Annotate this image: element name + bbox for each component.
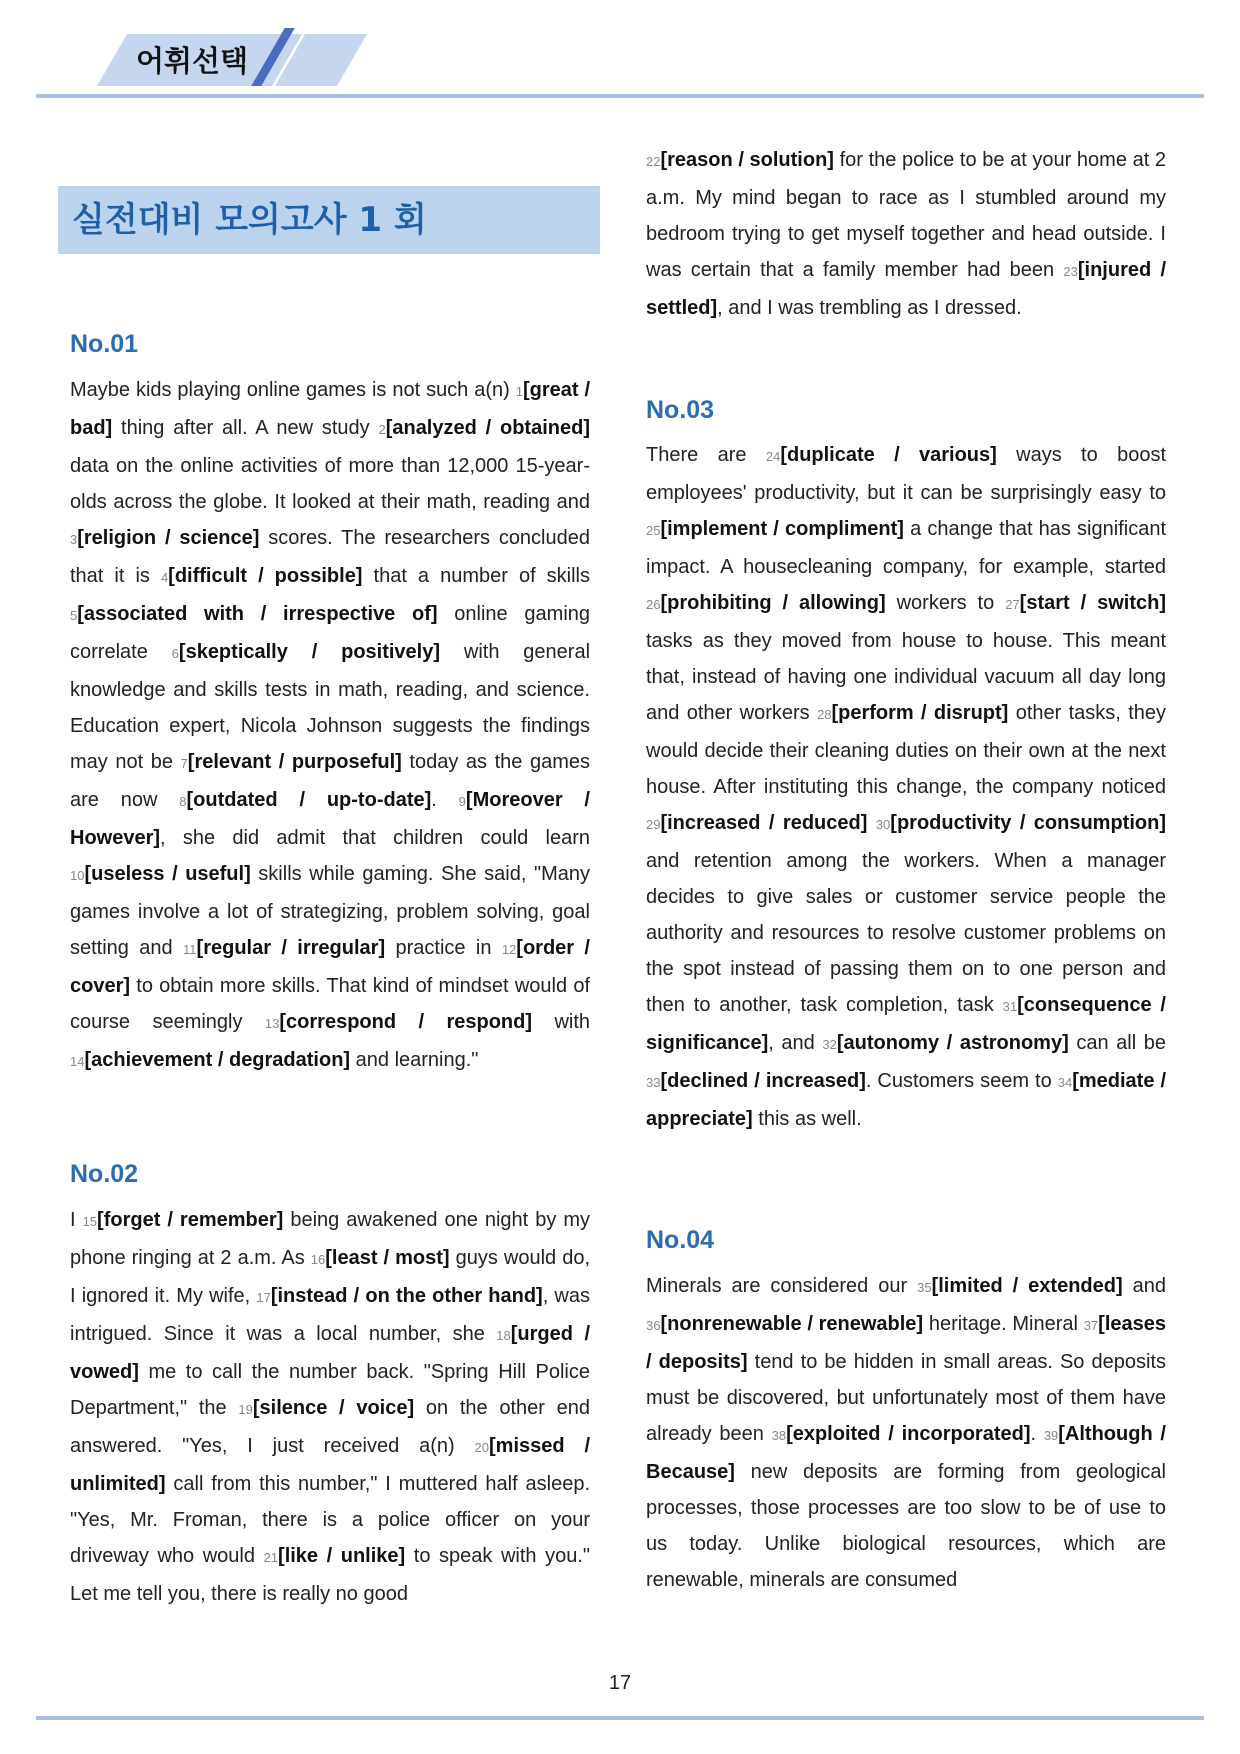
text-run: , and I was trembling as I dressed. <box>717 297 1022 319</box>
blank-number: 24 <box>765 449 781 464</box>
text-run: . Customers seem to <box>865 1070 1058 1092</box>
choice-options: [least / most] <box>325 1247 450 1269</box>
section-paragraph-04 <box>646 1268 1166 1598</box>
section-paragraph-01 <box>70 372 590 1080</box>
text-run: and <box>1122 1275 1166 1297</box>
header-rule <box>36 94 1204 98</box>
choice-options: [correspond / respond] <box>279 1011 533 1033</box>
blank-number: 32 <box>822 1037 837 1052</box>
text-run: me to call the number back. "Spring Hill Police Department," the <box>70 1361 590 1419</box>
text-run: to speak with you." Let me tell you, there is really no good <box>70 1545 590 1605</box>
choice-options: [useless / useful] <box>84 863 251 885</box>
text-run: today as the games are now <box>70 751 590 811</box>
blank-number: 26 <box>646 597 661 612</box>
text-run: online gaming correlate <box>70 603 591 663</box>
choice-options: [nonrenewable / renewable] <box>660 1313 924 1335</box>
choice-options: [outdated / up-to-date] <box>186 789 432 811</box>
text-run: that a number of skills <box>362 565 590 587</box>
blank-number: 1 <box>515 384 523 399</box>
text-run: and retention among the workers. When a manager decides to give sales or customer service people the authority and resources to resolve customer problems on the spot instead of passing them on to one person and then to another, task completion, task <box>646 850 1166 1016</box>
text-run: There are <box>646 444 766 466</box>
text-run: can all be <box>1068 1032 1167 1054</box>
choice-options: [limited / extended] <box>931 1275 1123 1297</box>
blank-number: 21 <box>263 1550 279 1565</box>
choice-options: [relevant / purposeful] <box>187 751 402 773</box>
choice-options: [great / bad] <box>70 379 590 439</box>
section-paragraph-02 <box>70 1202 590 1612</box>
section-heading-02: No.02 <box>70 1160 139 1188</box>
text-run: a change that has significant impact. A housecleaning company, for example, started <box>646 518 1166 578</box>
text-run: other tasks, they would decide their cleaning duties on their own at the next house. After instituting this change, the company noticed <box>646 702 1166 798</box>
choice-options: [injured / settled] <box>646 259 1166 319</box>
choice-options: [Although / Because] <box>646 1423 1166 1483</box>
text-run: guys would do, I ignored it. My wife, <box>70 1247 591 1307</box>
blank-number: 11 <box>183 942 197 957</box>
choice-options: [forget / remember] <box>97 1209 284 1231</box>
choice-options: [implement / compliment] <box>660 518 904 540</box>
choice-options: [silence / voice] <box>252 1397 415 1419</box>
text-run: and learning." <box>350 1049 479 1071</box>
text-run: on the other end answered. "Yes, I just received a(n) <box>70 1397 590 1457</box>
blank-number: 28 <box>816 707 832 722</box>
choice-options: [prohibiting / allowing] <box>660 592 886 614</box>
text-run: tend to be hidden in small areas. So deposits must be discovered, but unfortunately most of them have already been <box>646 1351 1166 1445</box>
blank-number: 17 <box>256 1290 271 1305</box>
blank-number: 34 <box>1057 1075 1073 1090</box>
footer-rule <box>36 1716 1204 1720</box>
choice-options: [increased / reduced] <box>660 812 868 834</box>
text-run: thing after all. A new study <box>112 417 379 439</box>
choice-options: [productivity / consumption] <box>890 812 1166 834</box>
choice-options: [instead / on the other hand] <box>270 1285 543 1307</box>
choice-options: [autonomy / astronomy] <box>836 1032 1069 1054</box>
text-run: I <box>70 1209 83 1231</box>
blank-number: 39 <box>1043 1428 1059 1443</box>
choice-options: [order / cover] <box>70 937 590 997</box>
choice-options: [urged / vowed] <box>70 1323 590 1383</box>
choice-options: [associated with / irrespective of] <box>77 603 438 625</box>
blank-number: 2 <box>378 422 386 437</box>
text-run: scores. The researchers concluded that it is <box>70 527 590 587</box>
blank-number: 16 <box>310 1252 326 1267</box>
choice-options: [start / switch] <box>1019 592 1167 614</box>
text-run: new deposits are forming from geological processes, those processes are too slow to be of use to us today. Unlike biological resources, which are renewable, minerals are consumed <box>646 1461 1166 1591</box>
blank-number: 9 <box>458 794 466 809</box>
section-paragraph-02-continued <box>646 142 1166 326</box>
blank-number: 10 <box>70 868 85 883</box>
text-run: . <box>1030 1423 1044 1445</box>
choice-options: [regular / irregular] <box>196 937 386 959</box>
text-run: being awakened one night by my phone ringing at 2 a.m. As <box>70 1209 591 1269</box>
blank-number: 15 <box>82 1214 98 1229</box>
blank-number: 4 <box>160 570 169 585</box>
choice-options: [declined / increased] <box>660 1070 866 1092</box>
blank-number: 36 <box>646 1318 661 1333</box>
text-run: to obtain more skills. That kind of mindset would of course seemingly <box>70 975 590 1033</box>
blank-number: 13 <box>264 1016 280 1031</box>
blank-number: 5 <box>70 608 78 623</box>
page-number: 17 <box>608 1672 632 1694</box>
page-title: 실전대비 모의고사 1 회 <box>72 200 427 240</box>
text-run: heritage. Mineral <box>923 1313 1084 1335</box>
text-run: workers to <box>885 592 1006 614</box>
blank-number: 25 <box>646 523 661 538</box>
text-run <box>867 812 875 834</box>
text-run: skills while gaming. She said, "Many games involve a lot of strategizing, problem solving, goal setting and <box>70 863 590 959</box>
page-header <box>0 0 1240 110</box>
choice-options: [mediate / appreciate] <box>646 1070 1167 1130</box>
choice-options: [difficult / possible] <box>168 565 363 587</box>
blank-number: 18 <box>496 1328 511 1343</box>
blank-number: 6 <box>171 646 179 661</box>
blank-number: 14 <box>70 1054 85 1069</box>
choice-options: [Moreover / However] <box>70 789 590 849</box>
choice-options: [duplicate / various] <box>780 444 997 466</box>
text-run: for the police to be at your home at 2 a.m. My mind began to race as I stumbled around my bedroom trying to get myself together and head outside. I was certain that a family member had been <box>646 149 1167 281</box>
blank-number: 33 <box>646 1075 661 1090</box>
text-run: ways to boost employees' productivity, but it can be surprisingly easy to <box>646 444 1167 504</box>
blank-number: 3 <box>70 532 78 547</box>
blank-number: 29 <box>646 817 661 832</box>
text-run: , was intrigued. Since it was a local number, she <box>70 1285 590 1345</box>
choice-options: [religion / science] <box>77 527 260 549</box>
choice-options: [consequence / significance] <box>646 994 1166 1054</box>
blank-number: 12 <box>501 942 517 957</box>
blank-number: 30 <box>875 817 891 832</box>
blank-number: 31 <box>1002 999 1018 1014</box>
header-label: 어휘선택 <box>136 44 249 78</box>
section-heading-01: No.01 <box>70 330 139 358</box>
choice-options: [perform / disrupt] <box>831 702 1009 724</box>
text-run: tasks as they moved from house to house. This meant that, instead of having one individual vacuum all day long and other workers <box>646 630 1166 724</box>
section-heading-03: No.03 <box>646 396 715 424</box>
choice-options: [analyzed / obtained] <box>385 417 590 439</box>
choice-options: [leases / deposits] <box>646 1313 1166 1373</box>
choice-options: [skeptically / positively] <box>178 641 441 663</box>
choice-options: [missed / unlimited] <box>70 1435 590 1495</box>
choice-options: [exploited / incorporated] <box>786 1423 1031 1445</box>
text-run: . <box>431 789 459 811</box>
section-paragraph-03 <box>646 437 1166 1137</box>
text-run: , and <box>768 1032 823 1054</box>
blank-number: 27 <box>1005 597 1020 612</box>
text-run: with <box>532 1011 591 1033</box>
text-run: Maybe kids playing online games is not such a(n) <box>70 379 516 401</box>
text-run: , she did admit that children could learn <box>160 827 590 849</box>
blank-number: 7 <box>180 756 188 771</box>
choice-options: [reason / solution] <box>660 149 834 171</box>
blank-number: 22 <box>646 154 661 169</box>
blank-number: 23 <box>1063 264 1078 279</box>
blank-number: 19 <box>238 1402 253 1417</box>
blank-number: 35 <box>917 1280 932 1295</box>
text-run: practice in <box>385 937 502 959</box>
blank-number: 38 <box>771 1428 787 1443</box>
blank-number: 37 <box>1083 1318 1099 1333</box>
choice-options: [like / unlike] <box>278 1545 406 1567</box>
text-run: data on the online activities of more than 12,000 15-year-olds across the globe. It looked at their math, reading and <box>70 455 590 513</box>
text-run: with general knowledge and skills tests in math, reading, and science. Education expert, Nicola Johnson suggests the findings may not be <box>70 641 591 773</box>
text-run: this as well. <box>752 1108 862 1130</box>
text-run: call from this number," I muttered half asleep. "Yes, Mr. Froman, there is a police officer on your driveway who would <box>70 1473 590 1567</box>
section-heading-04: No.04 <box>646 1226 715 1254</box>
text-run: Minerals are considered our <box>646 1275 918 1297</box>
blank-number: 8 <box>179 794 187 809</box>
choice-options: [achievement / degradation] <box>84 1049 351 1071</box>
blank-number: 20 <box>474 1440 489 1455</box>
